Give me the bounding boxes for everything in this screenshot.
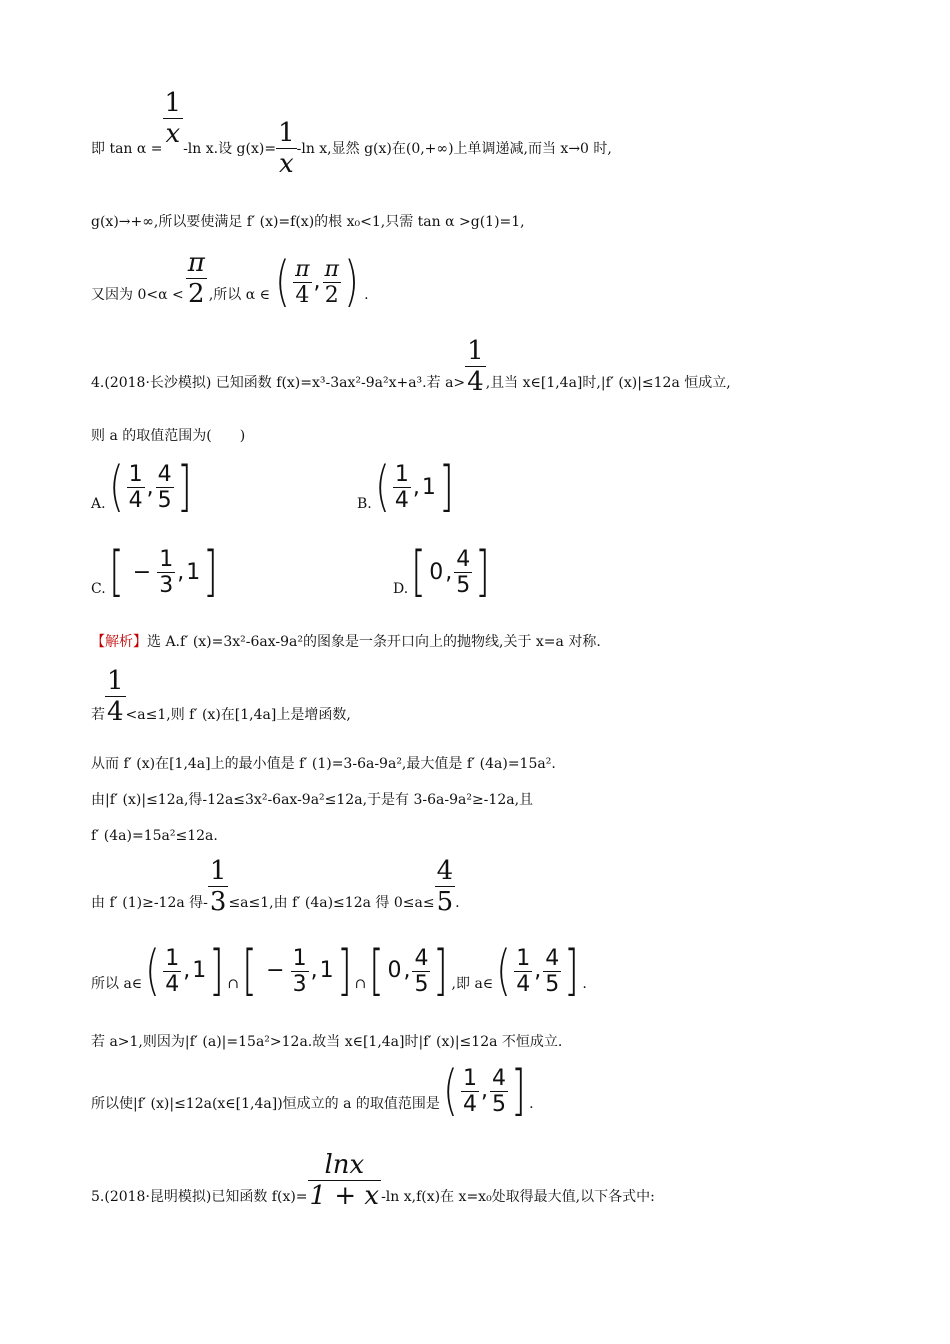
numerator: 4 bbox=[414, 945, 429, 971]
fraction-pi-over-4 bbox=[293, 257, 311, 308]
question-4-line-2: 则 a 的取值范围为( ) bbox=[91, 428, 246, 444]
numerator: 4 bbox=[545, 945, 560, 971]
left-paren: ( bbox=[145, 939, 161, 1002]
denominator: 4 bbox=[467, 367, 484, 397]
denominator: 2 bbox=[188, 279, 205, 309]
right-bracket: ] bbox=[209, 939, 225, 1002]
text: 选 A.f′ (x)=3x²-6ax-9a²的图象是一条开口向上的抛物线,关于 x=a 对称. bbox=[147, 634, 601, 650]
comma: , bbox=[310, 958, 318, 983]
denominator: 2 bbox=[324, 282, 339, 308]
fraction-4-over-5 bbox=[156, 462, 174, 513]
comma: , bbox=[403, 958, 411, 983]
denominator: 5 bbox=[492, 1091, 506, 1117]
text: 即 tan α = bbox=[91, 140, 163, 157]
text: -ln x,显然 g(x)在(0,+∞)上单调递减,而当 x→0 时, bbox=[296, 140, 612, 157]
option-label: D. bbox=[393, 581, 409, 597]
left-bracket: [ bbox=[108, 540, 124, 603]
left-bracket: [ bbox=[369, 939, 385, 1002]
text: . bbox=[582, 976, 587, 992]
left-paren: ( bbox=[374, 455, 390, 518]
right-paren: ) bbox=[344, 250, 359, 313]
fraction-pi-over-2 bbox=[186, 248, 207, 309]
number: 0 bbox=[387, 958, 402, 983]
option-c[interactable] bbox=[91, 540, 221, 603]
fraction-4-over-5 bbox=[454, 547, 472, 598]
interval-a bbox=[142, 939, 227, 1002]
right-bracket: ] bbox=[475, 540, 491, 603]
numerator: 1 bbox=[165, 945, 180, 971]
solution-line-7 bbox=[91, 939, 587, 1002]
denominator: 5 bbox=[436, 887, 454, 917]
fraction-1-over-4 bbox=[465, 336, 486, 397]
text: 所以使|f′ (x)|≤12a(x∈[1,4a])恒成立的 a 的取值范围是 bbox=[91, 1096, 440, 1112]
interval-c bbox=[366, 939, 451, 1002]
number: 0 bbox=[429, 559, 444, 585]
numerator: 1 bbox=[209, 856, 227, 886]
solution-line-2 bbox=[91, 666, 351, 727]
text: 又因为 0<α < bbox=[91, 287, 184, 303]
fraction-1-over-3 bbox=[291, 946, 309, 997]
text: 若 bbox=[91, 707, 105, 723]
right-bracket: ] bbox=[176, 455, 192, 518]
option-a[interactable] bbox=[91, 455, 195, 518]
right-bracket: ] bbox=[336, 939, 352, 1002]
solution-line-1 bbox=[91, 632, 601, 652]
denominator: 4 bbox=[516, 971, 531, 997]
numerator: 4 bbox=[157, 461, 172, 487]
right-bracket: ] bbox=[438, 455, 454, 518]
text: ,即 a∈ bbox=[451, 976, 494, 992]
numerator: 1 bbox=[278, 118, 295, 148]
number: 1 bbox=[319, 958, 334, 983]
numerator: 4 bbox=[456, 546, 471, 572]
interval bbox=[106, 540, 222, 603]
line-3 bbox=[91, 248, 369, 313]
fraction-pi-over-2 bbox=[323, 257, 341, 308]
denominator: 4 bbox=[394, 487, 409, 513]
left-paren: ( bbox=[496, 939, 512, 1002]
left-paren: ( bbox=[443, 1059, 458, 1122]
question-text: 5.(2018·昆明模拟)已知函数 f(x)= bbox=[91, 1189, 308, 1205]
denominator: 4 bbox=[463, 1091, 477, 1117]
numerator: π bbox=[187, 248, 205, 278]
numerator: 4 bbox=[492, 1065, 506, 1091]
text: ≤a≤1,由 f′ (4a)≤12a 得 0≤a≤ bbox=[228, 895, 435, 911]
left-paren: ( bbox=[108, 455, 124, 518]
right-bracket: ] bbox=[203, 540, 219, 603]
number: 1 bbox=[186, 559, 201, 585]
interval bbox=[408, 540, 493, 603]
question-text: 4.(2018·长沙模拟) 已知函数 f(x)=x³-3ax²-9a²x+a³.若 a> bbox=[91, 375, 466, 391]
denominator: 5 bbox=[456, 572, 471, 598]
text: . bbox=[529, 1096, 534, 1112]
numerator: 1 bbox=[292, 945, 307, 971]
interval-result bbox=[493, 939, 582, 1002]
option-d[interactable] bbox=[393, 540, 493, 603]
fraction-1-over-4 bbox=[105, 666, 126, 727]
comma: , bbox=[146, 474, 154, 500]
text: <a≤1,则 f′ (x)在[1,4a]上是增函数, bbox=[125, 707, 351, 723]
question-5 bbox=[91, 1150, 655, 1211]
solution-line-9 bbox=[91, 1059, 534, 1122]
numerator: 1 bbox=[107, 666, 124, 696]
comma: , bbox=[412, 474, 420, 500]
fraction-4-over-5 bbox=[412, 946, 430, 997]
numerator: 1 bbox=[516, 945, 531, 971]
fraction-1-over-4 bbox=[514, 946, 532, 997]
comma: , bbox=[445, 559, 453, 585]
denominator: 1 + x bbox=[309, 1181, 380, 1211]
comma: , bbox=[177, 559, 185, 585]
line-1 bbox=[91, 88, 612, 179]
fraction-1-over-4 bbox=[393, 462, 411, 513]
comma: , bbox=[313, 269, 321, 294]
fraction-4-over-5 bbox=[490, 1066, 508, 1117]
fraction-1-over-4 bbox=[461, 1066, 479, 1117]
numerator: π bbox=[324, 256, 340, 282]
denominator: 5 bbox=[545, 971, 560, 997]
denominator: 4 bbox=[165, 971, 180, 997]
fraction-lnx-over-1-plus-x bbox=[308, 1150, 382, 1211]
denominator: 4 bbox=[107, 697, 124, 727]
fraction-4-over-5 bbox=[435, 856, 456, 917]
right-bracket: ] bbox=[564, 939, 580, 1002]
interval bbox=[372, 455, 457, 518]
denominator: 5 bbox=[414, 971, 429, 997]
comma: , bbox=[534, 958, 542, 983]
text: 由 f′ (1)≥-12a 得- bbox=[91, 895, 208, 911]
numerator: 1 bbox=[164, 88, 182, 118]
line-2: g(x)→+∞,所以要使满足 f′ (x)=f(x)的根 x₀<1,只需 tan α >g(1)=1, bbox=[91, 214, 525, 230]
numerator: lnx bbox=[324, 1150, 365, 1180]
text: -ln x.设 g(x)= bbox=[183, 140, 277, 157]
numerator: π bbox=[295, 256, 310, 282]
option-label: B. bbox=[357, 496, 372, 512]
fraction-1-over-3 bbox=[157, 547, 175, 598]
left-paren: ( bbox=[275, 250, 290, 313]
numerator: 1 bbox=[463, 1065, 477, 1091]
denominator: 3 bbox=[209, 887, 227, 917]
option-label: C. bbox=[91, 581, 106, 597]
question-text: -ln x,f(x)在 x=x₀处取得最大值,以下各式中: bbox=[381, 1189, 655, 1205]
denominator: x bbox=[279, 149, 294, 179]
solution-line-3: 从而 f′ (x)在[1,4a]上的最小值是 f′ (1)=3-6a-9a²,最大值是 f′ (4a)=15a². bbox=[91, 756, 556, 772]
comma: , bbox=[183, 958, 191, 983]
fraction-1-over-4 bbox=[127, 462, 145, 513]
analysis-tag: 【解析】 bbox=[91, 634, 147, 650]
denominator: 3 bbox=[159, 572, 174, 598]
minus-sign: − bbox=[132, 559, 152, 585]
right-bracket: ] bbox=[433, 939, 449, 1002]
numerator: 1 bbox=[467, 336, 484, 366]
interval-final bbox=[440, 1059, 529, 1122]
text: . bbox=[455, 895, 460, 911]
text: . bbox=[364, 287, 369, 303]
option-label: A. bbox=[91, 496, 106, 512]
left-bracket: [ bbox=[411, 540, 427, 603]
right-bracket: ] bbox=[511, 1059, 526, 1122]
intersection-symbol: ∩ bbox=[227, 976, 240, 992]
numerator: 1 bbox=[128, 461, 143, 487]
denominator: 4 bbox=[295, 282, 310, 308]
denominator: 5 bbox=[157, 487, 172, 513]
fraction-1-over-3 bbox=[208, 856, 229, 917]
interval-b bbox=[239, 939, 355, 1002]
question-4 bbox=[91, 336, 731, 397]
text: 所以 a∈ bbox=[91, 976, 143, 992]
intersection-symbol: ∩ bbox=[354, 976, 367, 992]
numerator: 1 bbox=[159, 546, 174, 572]
left-bracket: [ bbox=[242, 939, 257, 1002]
denominator: 4 bbox=[128, 487, 143, 513]
solution-line-8: 若 a>1,则因为|f′ (a)|=15a²>12a.故当 x∈[1,4a]时|f′ (x)|≤12a 不恒成立. bbox=[91, 1034, 563, 1050]
fraction-1-over-4 bbox=[163, 946, 181, 997]
denominator: x bbox=[165, 119, 181, 149]
interval bbox=[106, 455, 195, 518]
minus-sign: − bbox=[266, 958, 285, 983]
number: 1 bbox=[421, 474, 436, 500]
number: 1 bbox=[192, 958, 207, 983]
solution-line-6 bbox=[91, 856, 460, 917]
text: ,所以 α ∈ bbox=[208, 287, 270, 303]
denominator: 3 bbox=[292, 971, 307, 997]
option-b[interactable] bbox=[357, 455, 457, 518]
fraction-4-over-5 bbox=[543, 946, 561, 997]
question-text: ,且当 x∈[1,4a]时,|f′ (x)|≤12a 恒成立, bbox=[485, 375, 731, 391]
numerator: 4 bbox=[436, 856, 454, 886]
fraction-1-over-x bbox=[276, 118, 297, 179]
solution-line-5: f′ (4a)=15a²≤12a. bbox=[91, 828, 218, 844]
numerator: 1 bbox=[394, 461, 409, 487]
fraction-1-over-x bbox=[163, 88, 184, 149]
comma: , bbox=[481, 1078, 488, 1103]
interval-pi4-pi2 bbox=[272, 250, 362, 313]
solution-line-4: 由|f′ (x)|≤12a,得-12a≤3x²-6ax-9a²≤12a,于是有 3-6a-9a²≥-12a,且 bbox=[91, 792, 534, 808]
